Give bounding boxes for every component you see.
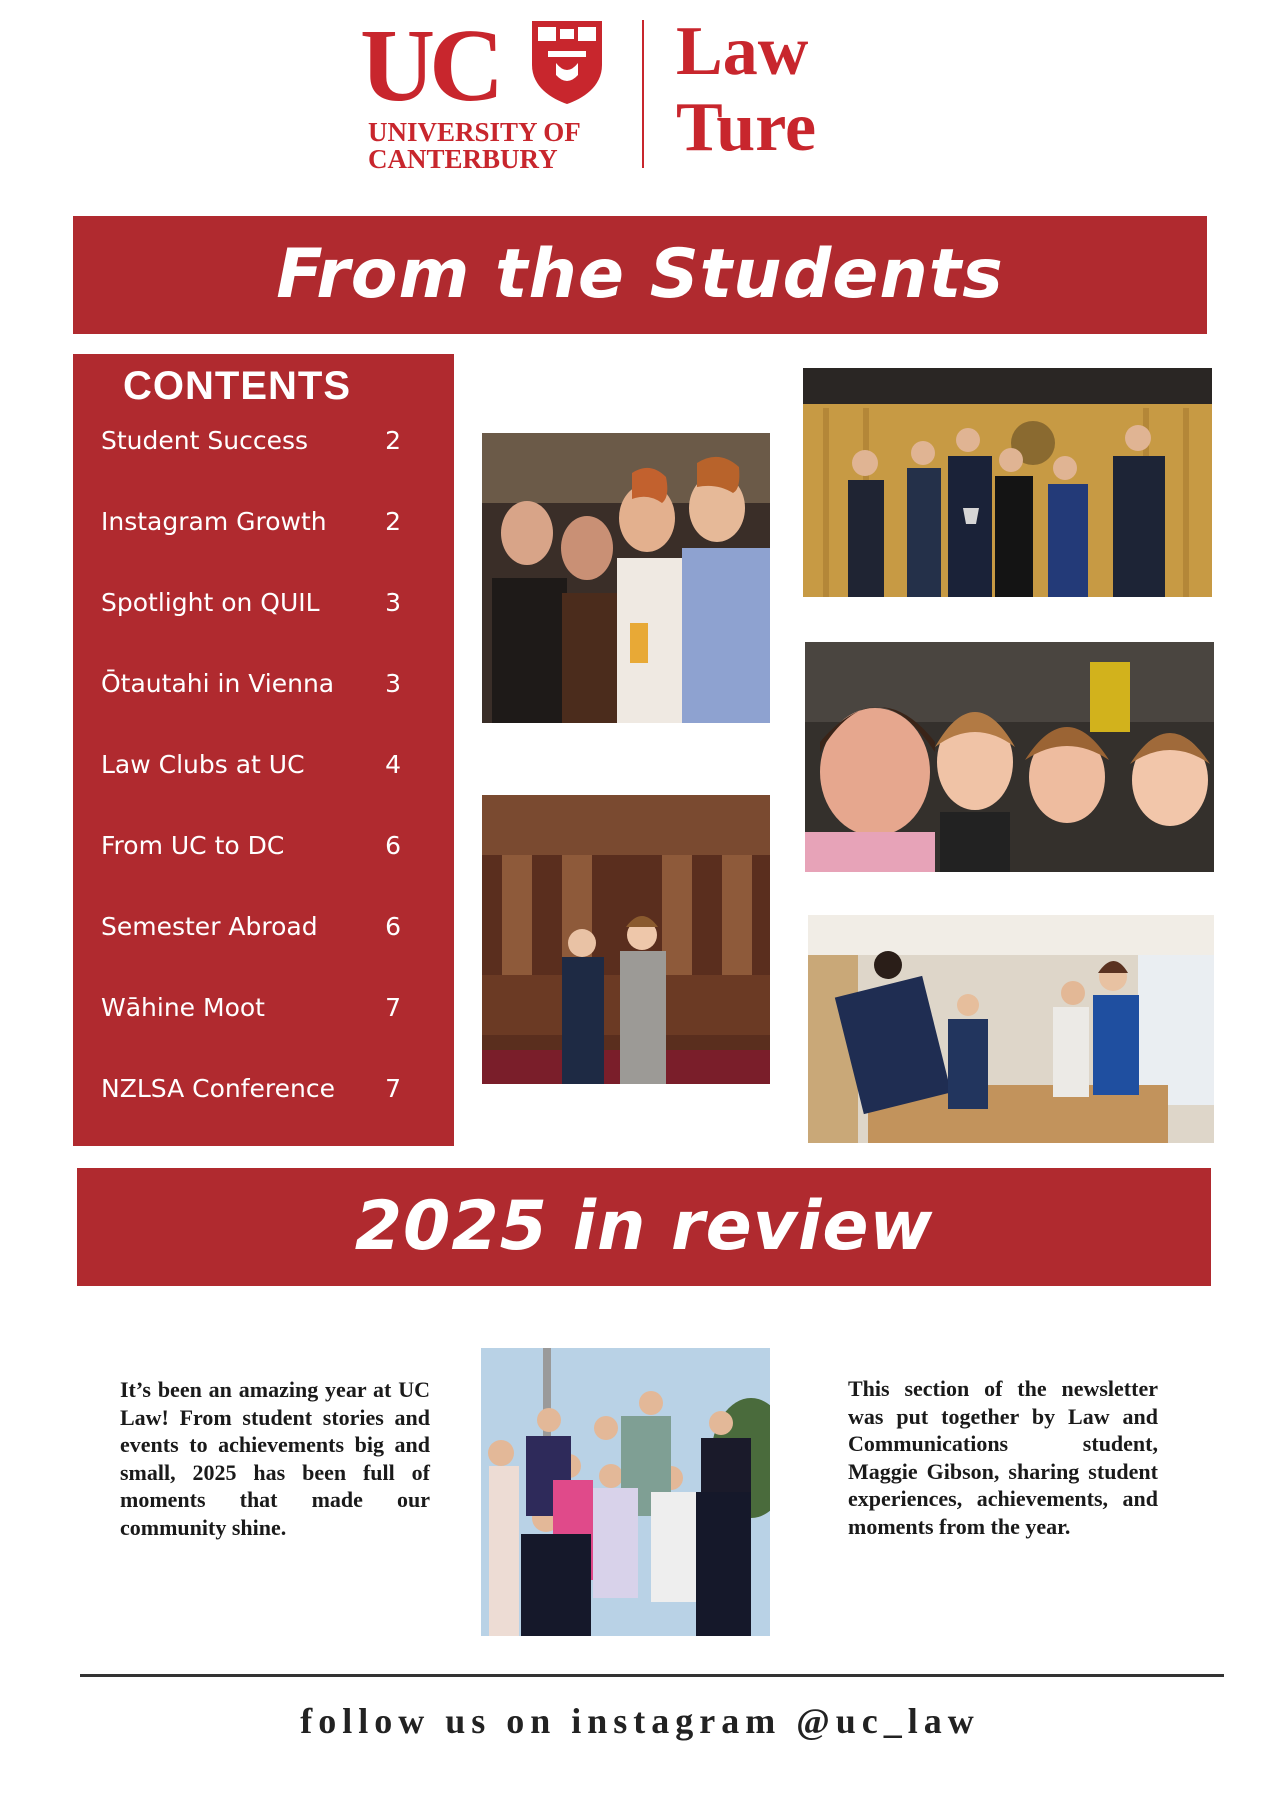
photo-handshake-meeting bbox=[808, 915, 1214, 1143]
instagram-follow-text[interactable]: follow us on instagram @uc_law bbox=[300, 1701, 980, 1741]
uc-logo-mark: UC bbox=[360, 8, 499, 123]
2025-in-review-banner: 2025 in review bbox=[77, 1168, 1211, 1286]
logo-divider bbox=[642, 20, 644, 168]
review-credits-text: This section of the newsletter was put together by Law and Communications student, Maggie Gibson, sharing student experiences, achievements, and moments from the year. bbox=[848, 1376, 1158, 1539]
photo-student-group-outdoors bbox=[481, 1348, 770, 1636]
university-name: UNIVERSITY OF CANTERBURY bbox=[368, 117, 581, 174]
footer-divider bbox=[80, 1674, 1224, 1677]
crest-icon bbox=[530, 19, 604, 105]
contents-panel: CONTENTS Student Success 2 Instagram Growth 2 Spotlight on QUIL 3 Ōtautahi in Vienna 3 Law Clubs at UC 4 From UC to DC 6 Semester Abroad 6 Wāhine Moot 7 NZLSA Conference 7 bbox=[73, 354, 454, 1146]
contents-title: CONTENTS bbox=[123, 364, 351, 408]
photo-selfie-group bbox=[805, 642, 1214, 872]
photo-court-chamber bbox=[482, 795, 770, 1084]
photo-moot-winners bbox=[803, 368, 1212, 597]
publication-title: Law Ture bbox=[676, 13, 817, 166]
photo-students-celebrating bbox=[482, 433, 770, 723]
from-the-students-banner: From the Students bbox=[73, 216, 1207, 334]
review-intro-text: It’s been an amazing year at UC Law! From student stories and events to achievements big and small, 2025 has been full of moments that made our community shine. bbox=[120, 1377, 430, 1540]
uc-law-ture-logo bbox=[360, 8, 880, 174]
